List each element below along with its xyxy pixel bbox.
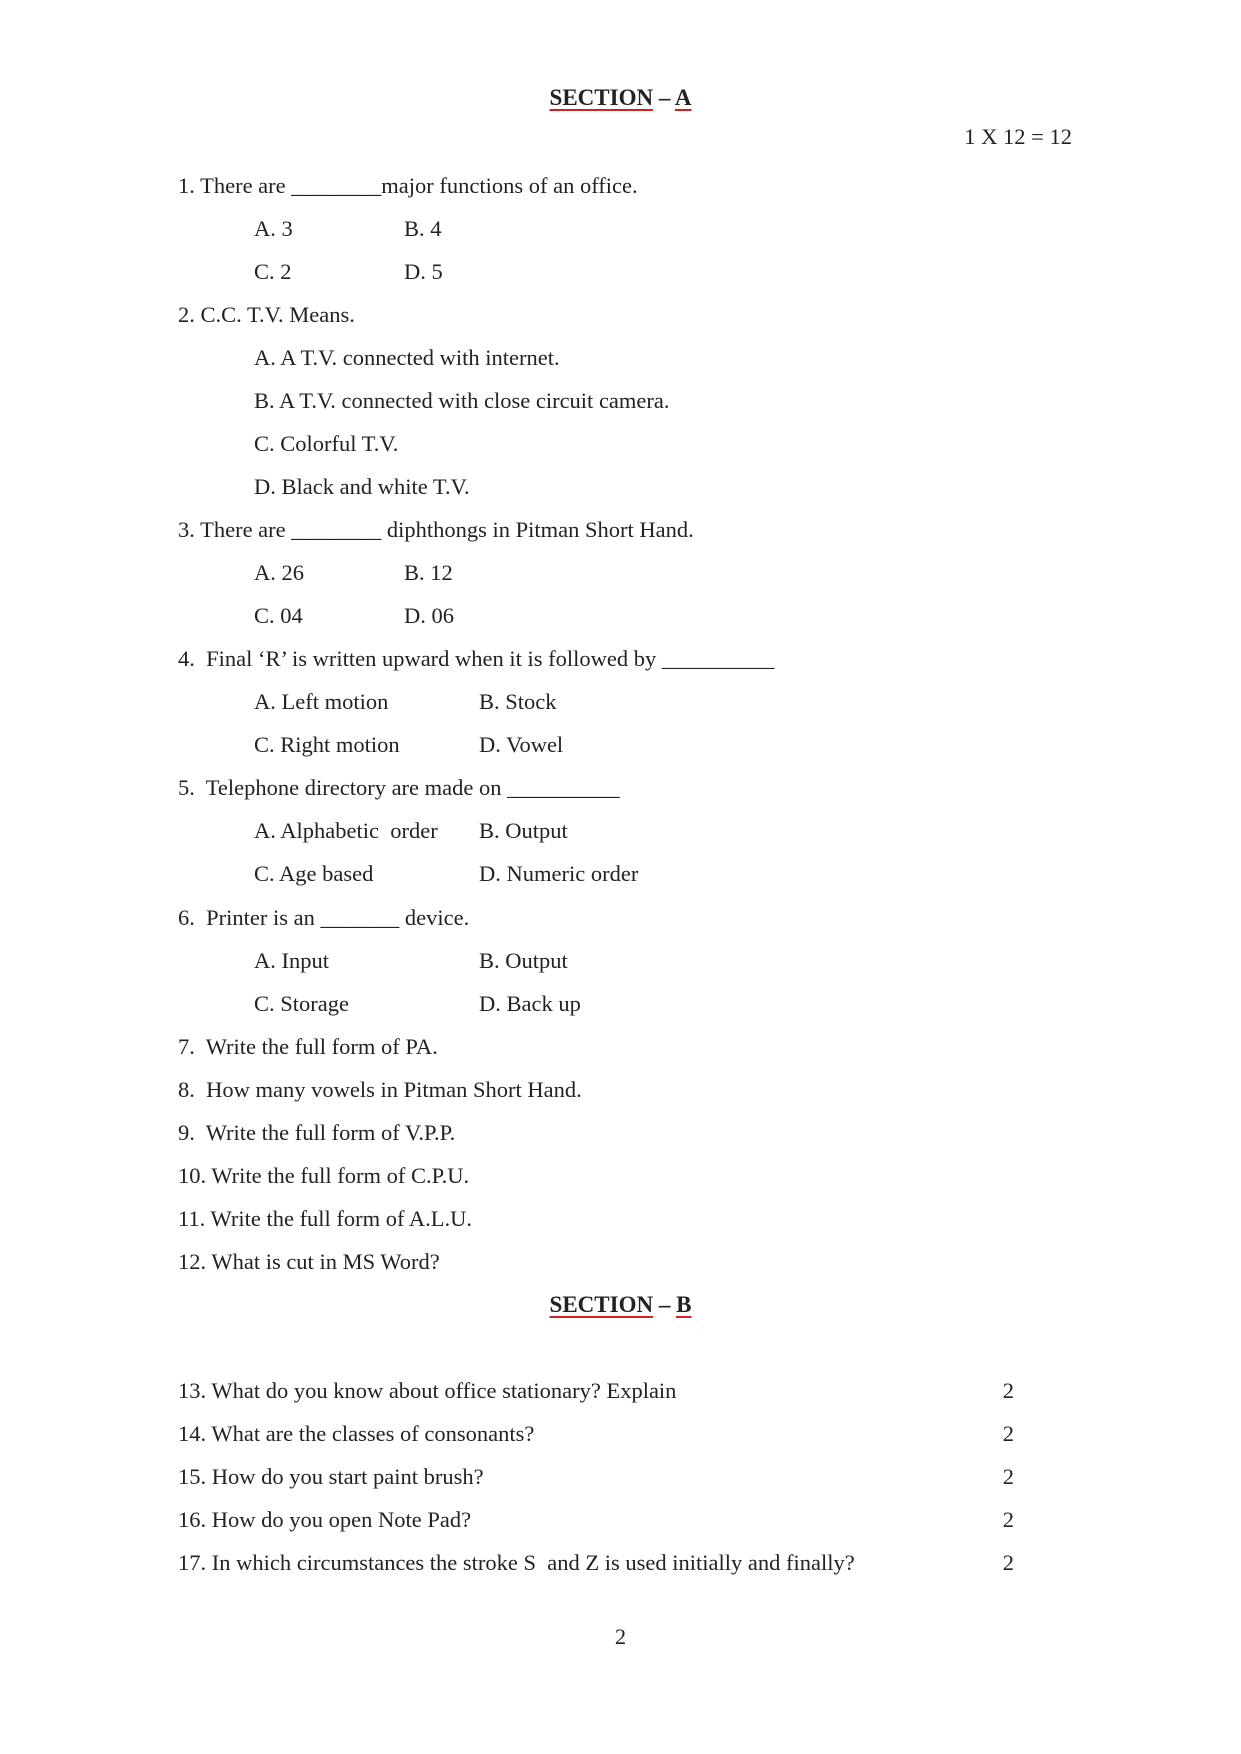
- question-15-marks: 2: [1002, 1464, 1014, 1489]
- question-12: 12. What is cut in MS Word?: [178, 1249, 440, 1274]
- q4-option-b: B. Stock: [479, 689, 557, 714]
- q3-option-b: B. 12: [404, 560, 453, 585]
- question-11: 11. Write the full form of A.L.U.: [178, 1206, 473, 1231]
- q6-option-d: D. Back up: [479, 991, 581, 1016]
- question-17-marks: 2: [1002, 1550, 1014, 1575]
- section-a-marks: 1 X 12 = 12: [964, 124, 1072, 149]
- question-5: 5. Telephone directory are made on __________: [178, 775, 620, 800]
- question-8: 8. How many vowels in Pitman Short Hand.: [178, 1077, 582, 1102]
- question-2: 2. C.C. T.V. Means.: [178, 302, 355, 327]
- q2-option-b: B. A T.V. connected with close circuit camera.: [254, 388, 670, 413]
- section-a-heading: [0, 83, 1241, 113]
- q4-option-d: D. Vowel: [479, 732, 564, 757]
- q3-option-d: D. 06: [404, 603, 454, 628]
- question-9: 9. Write the full form of V.P.P.: [178, 1120, 456, 1145]
- question-10: 10. Write the full form of C.P.U.: [178, 1163, 470, 1188]
- question-7: 7. Write the full form of PA.: [178, 1034, 438, 1059]
- question-13: 13. What do you know about office stationary? Explain: [178, 1378, 677, 1403]
- section-a-title-word: SECTION: [549, 85, 654, 110]
- q5-option-d: D. Numeric order: [479, 861, 639, 886]
- q2-option-d: D. Black and white T.V.: [254, 474, 470, 499]
- q5-option-a: A. Alphabetic order: [254, 818, 438, 843]
- question-16: 16. How do you open Note Pad?: [178, 1507, 472, 1532]
- q1-option-c: C. 2: [254, 259, 292, 284]
- question-14: 14. What are the classes of consonants?: [178, 1421, 535, 1446]
- q1-option-a: A. 3: [254, 216, 293, 241]
- q3-option-c: C. 04: [254, 603, 303, 628]
- q6-option-a: A. Input: [254, 948, 329, 973]
- section-b-letter: B: [676, 1292, 692, 1317]
- q2-option-c: C. Colorful T.V.: [254, 431, 399, 456]
- page-number: 2: [614, 1624, 627, 1649]
- q1-option-d: D. 5: [404, 259, 443, 284]
- question-17: 17. In which circumstances the stroke S and Z is used initially and finally?: [178, 1550, 855, 1575]
- question-1: 1. There are ________major functions of an office.: [178, 173, 638, 198]
- question-13-marks: 2: [1002, 1378, 1014, 1403]
- q1-option-b: B. 4: [404, 216, 442, 241]
- section-b-heading: [0, 1290, 1241, 1320]
- section-b-title-word: SECTION: [549, 1292, 654, 1317]
- section-b-dash: –: [658, 1292, 671, 1317]
- q4-option-c: C. Right motion: [254, 732, 400, 757]
- q2-option-a: A. A T.V. connected with internet.: [254, 345, 560, 370]
- question-4: 4. Final ‘R’ is written upward when it is followed by __________: [178, 646, 775, 671]
- question-3: 3. There are ________ diphthongs in Pitman Short Hand.: [178, 517, 694, 542]
- q5-option-b: B. Output: [479, 818, 568, 843]
- q3-option-a: A. 26: [254, 560, 304, 585]
- question-6: 6. Printer is an _______ device.: [178, 905, 470, 930]
- q4-option-a: A. Left motion: [254, 689, 389, 714]
- q6-option-b: B. Output: [479, 948, 568, 973]
- q5-option-c: C. Age based: [254, 861, 374, 886]
- question-14-marks: 2: [1002, 1421, 1014, 1446]
- question-16-marks: 2: [1002, 1507, 1014, 1532]
- section-a-letter: A: [674, 85, 692, 110]
- question-15: 15. How do you start paint brush?: [178, 1464, 484, 1489]
- q6-option-c: C. Storage: [254, 991, 349, 1016]
- section-a-dash: –: [658, 85, 671, 110]
